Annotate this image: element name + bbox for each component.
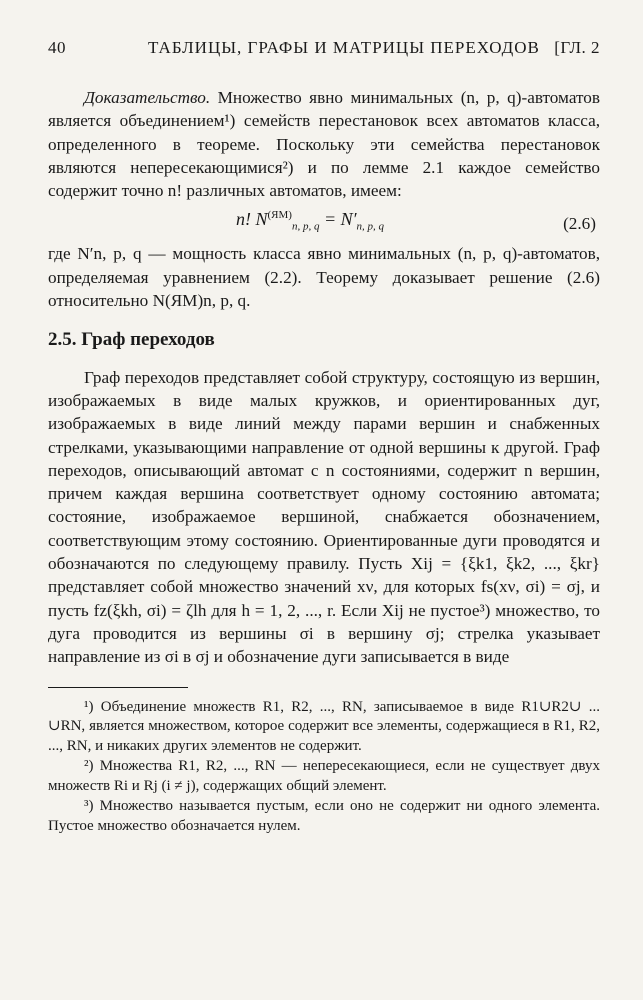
main-text (48, 86, 600, 837)
section-heading: 2.5. Граф переходов (48, 329, 215, 351)
footnote-3: ³) Множество называется пустым, если оно не содержит ни одного элемента. Пустое множество обозначается нулем. (48, 798, 600, 834)
running-title: ТАБЛИЦЫ, ГРАФЫ И МАТРИЦЫ ПЕРЕХОДОВ (148, 38, 540, 57)
equation-2-6 (48, 202, 600, 242)
eq-sub: n, p, q (291, 221, 320, 234)
footnote-2: ²) Множества R1, R2, ..., RN — непересекающиеся, если не существует двух множеств Ri и Rj (i ≠ j), содержащих общий элемент. (48, 758, 600, 794)
footnote-1: ¹) Объединение множеств R1, R2, ..., RN, записываемое в виде R1∪R2∪ ... ∪RN, является множеством, которое содержит все элементы, содержащиеся в R1, R2, ..., RN, и никаких других элементов не содержит. (48, 698, 600, 754)
eq-right: = N′ (319, 209, 357, 230)
proof-conclusion: где N′n, p, q — мощность класса явно минимальных (n, p, q)-автоматов, определяемая уравнением (2.2). Теорему доказывает решение (2.6) относительно N(ЯМ)n, p, q. (48, 244, 600, 311)
section-paragraph: Граф переходов представляет собой структуру, состоящую из вершин, изображаемых в виде малых кружков, и ориентированных дуг, изображаемых в виде линий между парами вершин и снабженных стрелками, указывающими направление от одной вершины к другой. Граф переходов, описывающий автомат с n состояниями, содержит n вершин, причем каждая вершина соответствует одному состоянию автомата; состояние, изображаемое вершиной, снабжается обозначением, соответствующим этому состоянию. Ориентированные дуги проводятся и обозначаются по следующему правилу. Пусть Xij = {ξk1, ξk2, ..., ξkr} представляет собой множество значений xν, для которых fs(xν, σi) = σj, и пусть fz(ξkh, σi) = ζlh для h = 1, 2, ..., r. Если Xij не пустое³) множество, то дуга проводится из вершины σi в вершину σj; стрелка указывает направление из σi в σj и обозначение дуги записывается в виде (48, 367, 600, 667)
proof-text: Множество явно минимальных (n, p, q)-автоматов является объединением¹) семейств перестановок всех автоматов класса, определенного в теореме. Поскольку эти семейства перестановок являются непересекающимися²) и по лемме 2.1 каждое семейство содержит точно n! различных автоматов, имеем: (48, 88, 600, 201)
eq-sub2: n, p, q (356, 221, 385, 234)
equation-formula (236, 208, 385, 234)
eq-sup: (ЯМ) (267, 209, 292, 222)
page-number: 40 (48, 38, 66, 57)
running-header (48, 38, 600, 62)
equation-number: (2.6) (563, 214, 596, 234)
footnote-rule (48, 687, 188, 688)
proof-paragraph (48, 86, 600, 202)
proof-lead: Доказательство. (84, 88, 211, 107)
footnotes (48, 698, 600, 837)
chapter-label: [ГЛ. 2 (554, 38, 600, 57)
eq-left: n! N (236, 209, 268, 230)
